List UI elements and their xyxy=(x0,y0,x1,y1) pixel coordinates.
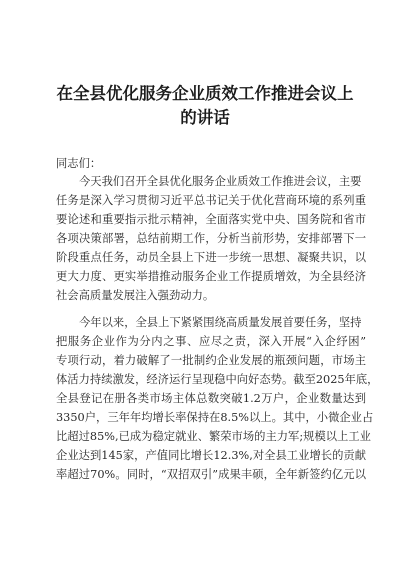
body-line: 任务是深入学习贯彻习近平总书记关于优化营商环境的系列重 xyxy=(56,194,366,207)
body-line: 专项行动，着力破解了一批制约企业发展的瓶颈问题，市场主 xyxy=(56,354,366,367)
body-line: 社会高质量发展注入强劲动力。 xyxy=(56,289,215,302)
body-line: 今年以来，全县上下紧紧围绕高质量发展首要任务，坚持 xyxy=(79,316,362,329)
body-line: 比超过85%,已成为稳定就业、繁荣市场的主力军;规模以上工业 xyxy=(56,430,371,443)
body-line: 3350户，三年年均增长率保持在8.5%以上。其中，小微企业占 xyxy=(56,411,374,424)
body-line: 率超过70%。同时，“双招双引”成果丰硕，全年新签约亿元以 xyxy=(56,468,366,481)
body-line: 体活力持续激发，经济运行呈现稳中向好态势。截至2025年底， xyxy=(56,373,379,386)
body-line: 把服务企业作为分内之事、应尽之责，深入开展“入企纾困” xyxy=(56,335,366,348)
body-line: 企业达到145家，产值同比增长12.3%,对全县工业增长的贡献 xyxy=(56,449,366,462)
body-line: 要论述和重要指示批示精神，全面落实党中央、国务院和省市 xyxy=(56,213,366,226)
document-title-line-2: 的讲话 xyxy=(180,108,230,127)
body-line: 全县登记在册各类市场主体总数突破1.2万户，企业数量达到 xyxy=(56,392,366,405)
document-title-line-1: 在全县优化服务企业质效工作推进会议上 xyxy=(56,84,354,103)
body-line: 阶段重点任务，动员全县上下进一步统一思想、凝聚共识，以 xyxy=(56,251,366,264)
body-line: 今天我们召开全县优化服务企业质效工作推进会议，主要 xyxy=(79,175,362,188)
body-line: 更大力度、更实举措推动服务企业工作提质增效，为全县经济 xyxy=(56,270,366,283)
body-line: 各项决策部署，总结前期工作，分析当前形势，安排部署下一 xyxy=(56,232,366,245)
salutation: 同志们： xyxy=(56,157,102,170)
